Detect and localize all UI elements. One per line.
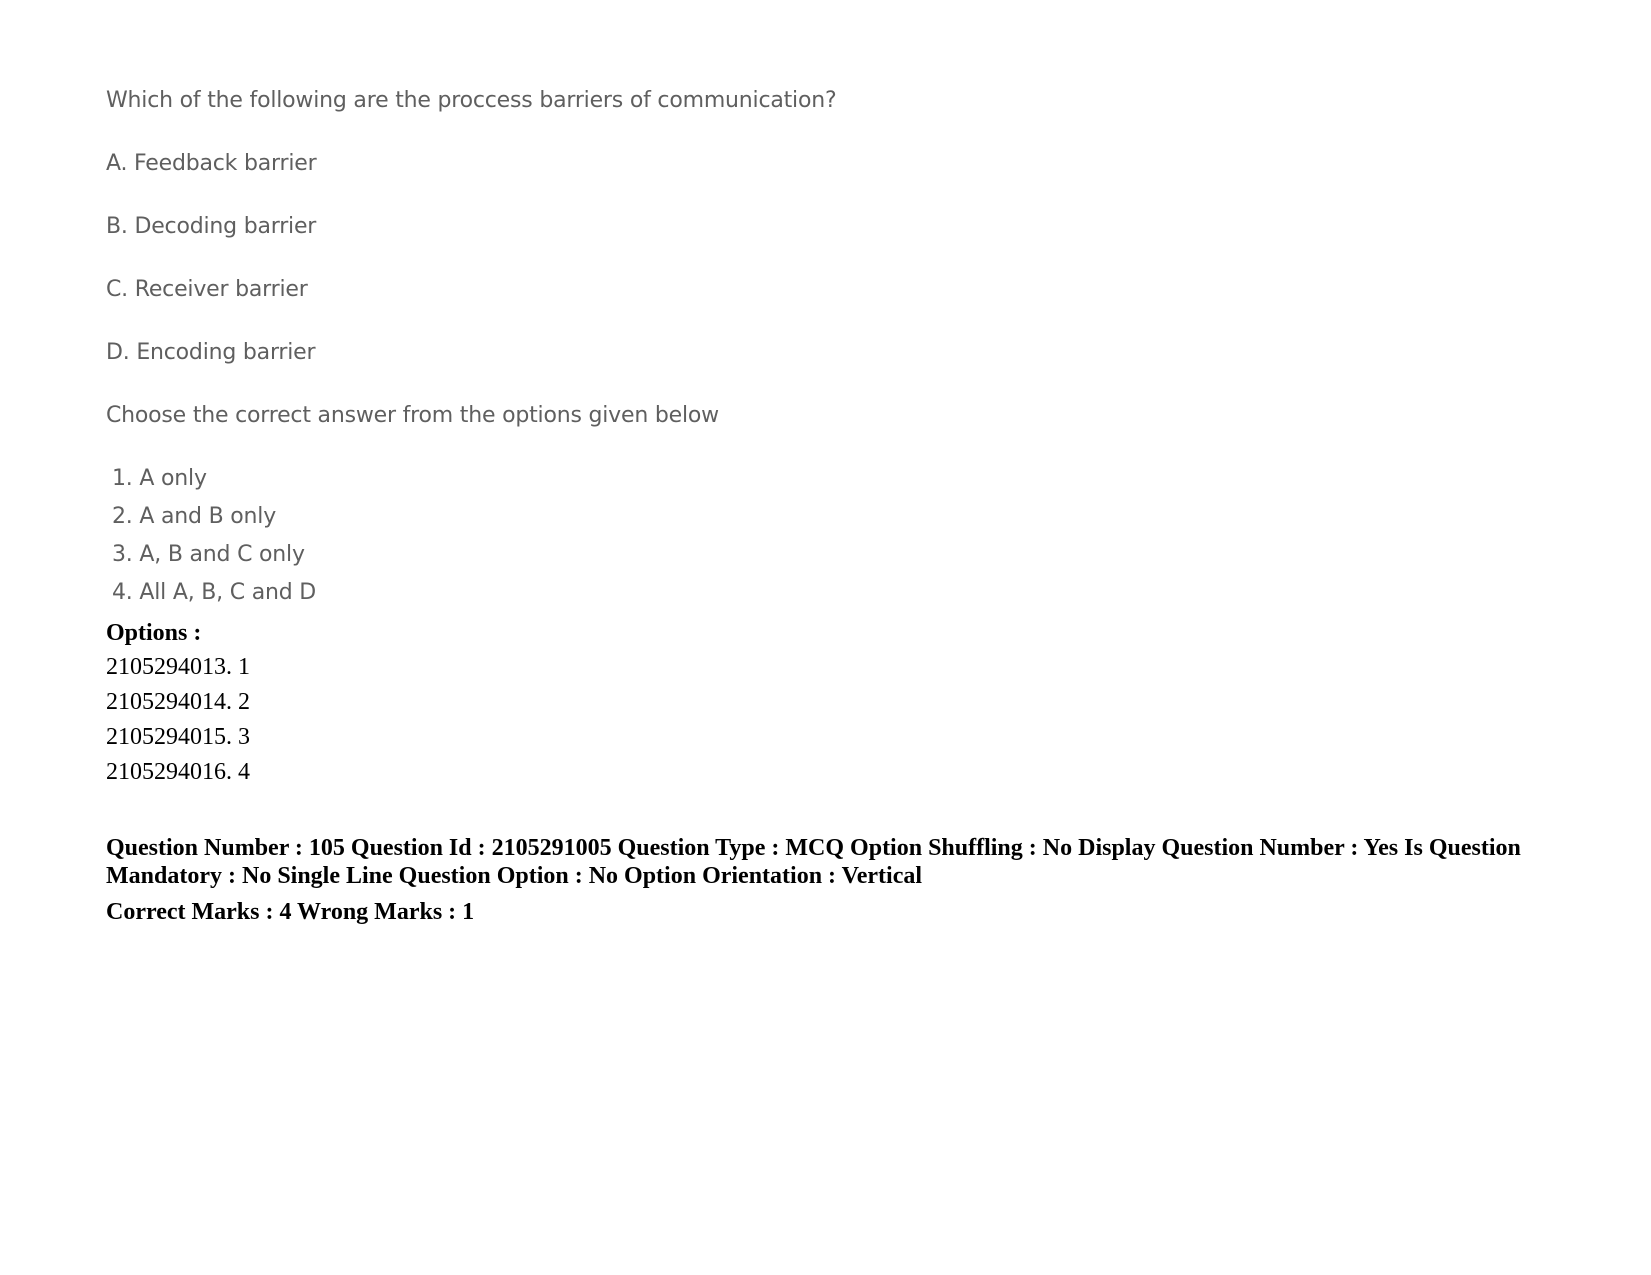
choice-1: 1. A only — [112, 466, 207, 491]
question-meta-details: Question Number : 105 Question Id : 2105291005 Question Type : MCQ Option Shuffling : No Display Question Number : Yes Is Question Mandatory : No Single Line Question Option : No Option Orientation : Vertical — [106, 835, 1521, 889]
option-id-3: 2105294015. 3 — [106, 724, 250, 750]
statement-c: C. Receiver barrier — [106, 277, 308, 302]
statement-d: D. Encoding barrier — [106, 340, 316, 365]
option-id-1: 2105294013. 1 — [106, 654, 250, 680]
option-id-4: 2105294016. 4 — [106, 759, 250, 785]
statement-b: B. Decoding barrier — [106, 214, 317, 239]
options-label: Options : — [106, 620, 202, 646]
question-stem: Which of the following are the proccess barriers of communication? — [106, 88, 837, 113]
statement-a: A. Feedback barrier — [106, 151, 317, 176]
choice-3: 3. A, B and C only — [112, 542, 305, 567]
choice-4: 4. All A, B, C and D — [112, 580, 317, 605]
question-instruction: Choose the correct answer from the options given below — [106, 403, 719, 428]
question-marks: Correct Marks : 4 Wrong Marks : 1 — [106, 899, 475, 925]
option-id-2: 2105294014. 2 — [106, 689, 250, 715]
choice-2: 2. A and B only — [112, 504, 277, 529]
